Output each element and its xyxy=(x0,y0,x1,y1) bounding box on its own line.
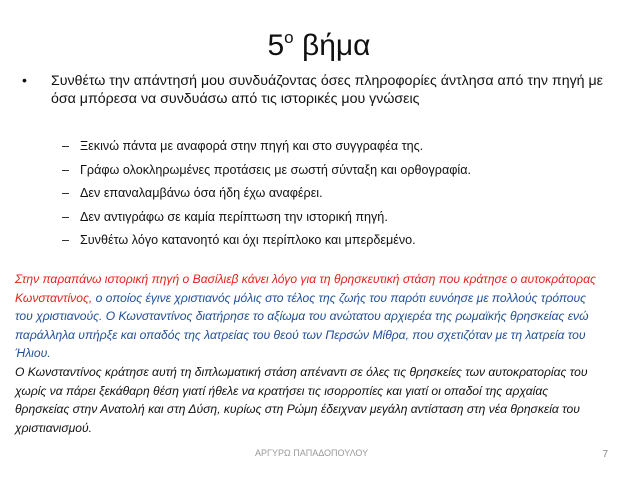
main-bullet-text: Συνθέτω την απάντησή μου συνδυάζοντας όσες πληροφορίες άντλησα από την πηγή με όσα μπόρεσα να συνδυάσω από τις ιστορικές μου γνώσεις xyxy=(51,73,604,107)
sub-bullet-item xyxy=(0,138,600,154)
sub-bullet-list xyxy=(0,138,600,256)
sub-bullet-text: Δεν επαναλαμβάνω όσα ήδη έχω αναφέρει. xyxy=(80,186,323,200)
main-bullet xyxy=(20,73,620,108)
answer-paragraph xyxy=(15,270,605,437)
paragraph-red-text: Στην παραπάνω ιστορική πηγή ο Βασίλιεβ κάνει λόγο για τη θρησκευτική στάση που κράτησε ο αυτοκράτορας Κωνσταντίνος, xyxy=(15,272,596,305)
sub-bullet-text: Συνθέτω λόγο κατανοητό και όχι περίπλοκο και μπερδεμένο. xyxy=(80,233,416,247)
dash-icon: – xyxy=(62,139,70,153)
sub-bullet-item xyxy=(0,232,600,248)
dash-icon: – xyxy=(62,209,70,224)
paragraph-blue-text: ο οποίος έγινε χριστιανός μόλις στο τέλος της ζωής του παρότι ευνόησε με πολλούς τρόπους του χριστιανούς. Ο Κωνσταντίνος διατήρησε το αξίωμα του ανώτατου αρχιερέα της ρωμαϊκής θρησκείας ενώ παράλληλα υπήρξε και οπαδός της λατρείας του θεού των Περσών Μίθρα, που σχετιζόταν με τη λατρεία του Ήλιου. xyxy=(15,290,589,361)
dash-icon: – xyxy=(62,186,70,200)
sub-bullet-text: Γράφω ολοκληρωμένες προτάσεις με σωστή σύνταξη και ορθογραφία. xyxy=(80,162,471,177)
sub-bullet-item xyxy=(0,209,600,225)
sub-bullet-text: Δεν αντιγράφω σε καμία περίπτωση την ιστορική πηγή. xyxy=(80,209,388,224)
dash-icon: – xyxy=(62,233,70,247)
title-text: βήμα xyxy=(293,29,371,62)
page-number: 7 xyxy=(602,449,608,460)
dash-icon: – xyxy=(62,162,70,177)
title-superscript: ο xyxy=(284,28,294,47)
footer-author: ΑΡΓΥΡΩ ΠΑΠΑΔΟΠΟΥΛΟΥ xyxy=(255,448,369,458)
sub-bullet-item xyxy=(0,185,600,201)
slide-title xyxy=(0,18,638,66)
sub-bullet-item xyxy=(0,162,600,178)
title-number: 5 xyxy=(267,29,285,62)
bullet-icon: • xyxy=(22,73,27,89)
paragraph-black-text: Ο Κωνσταντίνος κράτησε αυτή τη διπλωματική στάση απέναντι σε όλες τις θρησκείες των αυτοκρατορίας του χωρίς να πάρει ξεκάθαρη θέση γιατί ήθελε να κρατήσει τις ισορροπίες και γιατί οι οπαδοί της αρχαίας θρησκείας στην Ανατολή και στη Δύση, κυρίως στη Ρώμη έδειχναν μεγάλη αντίσταση στη νέα θρησκεία του χριστιανισμού. xyxy=(15,364,588,435)
sub-bullet-text: Ξεκινώ πάντα με αναφορά στην πηγή και στο συγγραφέα της. xyxy=(80,139,424,153)
